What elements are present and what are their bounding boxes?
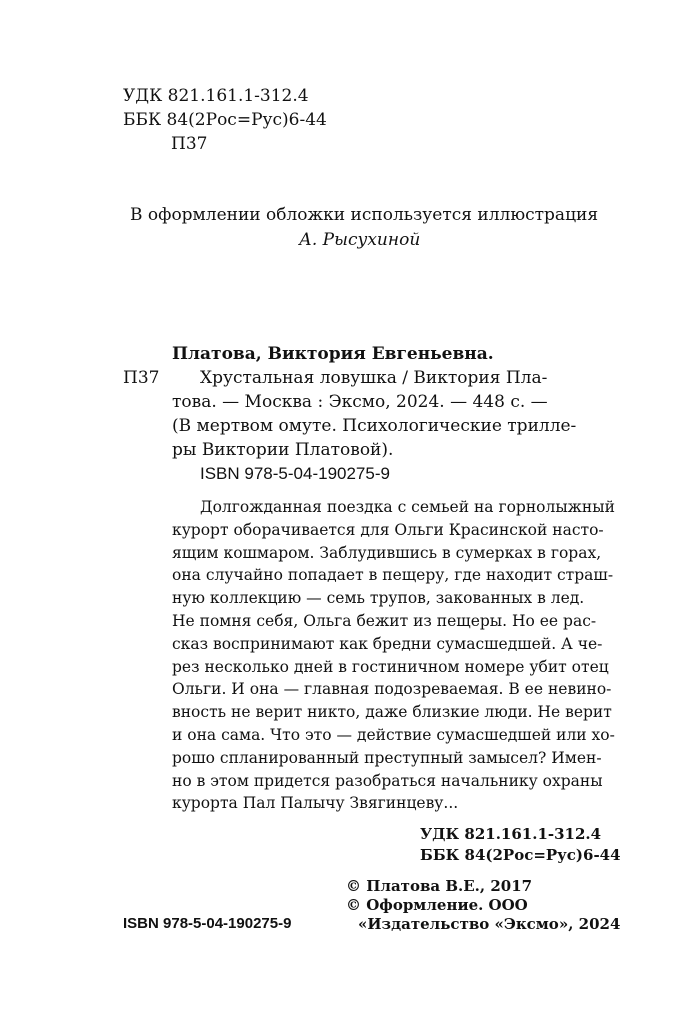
annotation-line: рез несколько дней в гостиничном номере убит отец	[172, 657, 609, 676]
bib-line-3: (В мертвом омуте. Психологические трилле-	[172, 416, 577, 436]
annotation-line: вность не верит никто, даже близкие люди. Не верит	[172, 703, 612, 722]
annotation-line: Долгожданная поездка с семьей на горнолыжный	[200, 498, 615, 516]
bib-line-4: ры Виктории Платовой).	[172, 440, 394, 460]
annotation-line: Ольги. И она — главная подозреваемая. В ее невино-	[172, 680, 612, 699]
annotation-line: она случайно попадает в пещеру, где находит страш-	[172, 566, 614, 585]
illustrator-name: А. Рысухиной	[299, 230, 421, 250]
illustration-note: В оформлении обложки используется иллюстрация	[130, 205, 599, 225]
isbn-bottom: ISBN 978-5-04-190275-9	[123, 915, 292, 932]
copyright-publisher: «Издательство «Эксмо», 2024	[358, 915, 621, 933]
annotation-line: курорта Пал Палычу Звягинцеву...	[172, 794, 459, 813]
bib-line-1: Хрустальная ловушка / Виктория Пла-	[200, 368, 548, 388]
annotation-line: Не помня себя, Ольга бежит из пещеры. Но ее рас-	[172, 611, 597, 630]
annotation-text	[172, 496, 615, 815]
bbk-top: ББК 84(2Рос=Рус)6-44	[123, 110, 327, 130]
isbn-record: ISBN 978-5-04-190275-9	[200, 464, 390, 483]
annotation-line: курорт оборачивается для Ольги Красинской насто-	[172, 520, 604, 539]
udk-bottom: УДК 821.161.1-312.4	[420, 825, 602, 843]
annotation-line: ную коллекцию — семь трупов, закованных в лед.	[172, 589, 585, 608]
copyright-author: © Платова В.Е., 2017	[346, 877, 533, 895]
annotation-line: и она сама. Что это — действие сумасшедшей или хо-	[172, 725, 615, 744]
annotation-line: сказ воспринимают как бредни сумасшедшей. А че-	[172, 634, 603, 653]
copyright-design: © Оформление. ООО	[346, 896, 528, 914]
annotation-line: но в этом придется разобраться начальнику охраны	[172, 771, 603, 790]
author-mark: П37	[123, 368, 160, 388]
author-heading: Платова, Виктория Евгеньевна.	[172, 344, 494, 364]
annotation-line: ящим кошмаром. Заблудившись в сумерках в горах,	[172, 543, 602, 562]
annotation-line: рошо спланированный преступный замысел? Имен-	[172, 748, 602, 767]
udk-top: УДК 821.161.1-312.4	[123, 86, 309, 106]
bib-line-2: това. — Москва : Эксмо, 2024. — 448 с. —	[172, 392, 548, 412]
author-mark-top: П37	[171, 134, 208, 154]
bbk-bottom: ББК 84(2Рос=Рус)6-44	[420, 846, 621, 864]
